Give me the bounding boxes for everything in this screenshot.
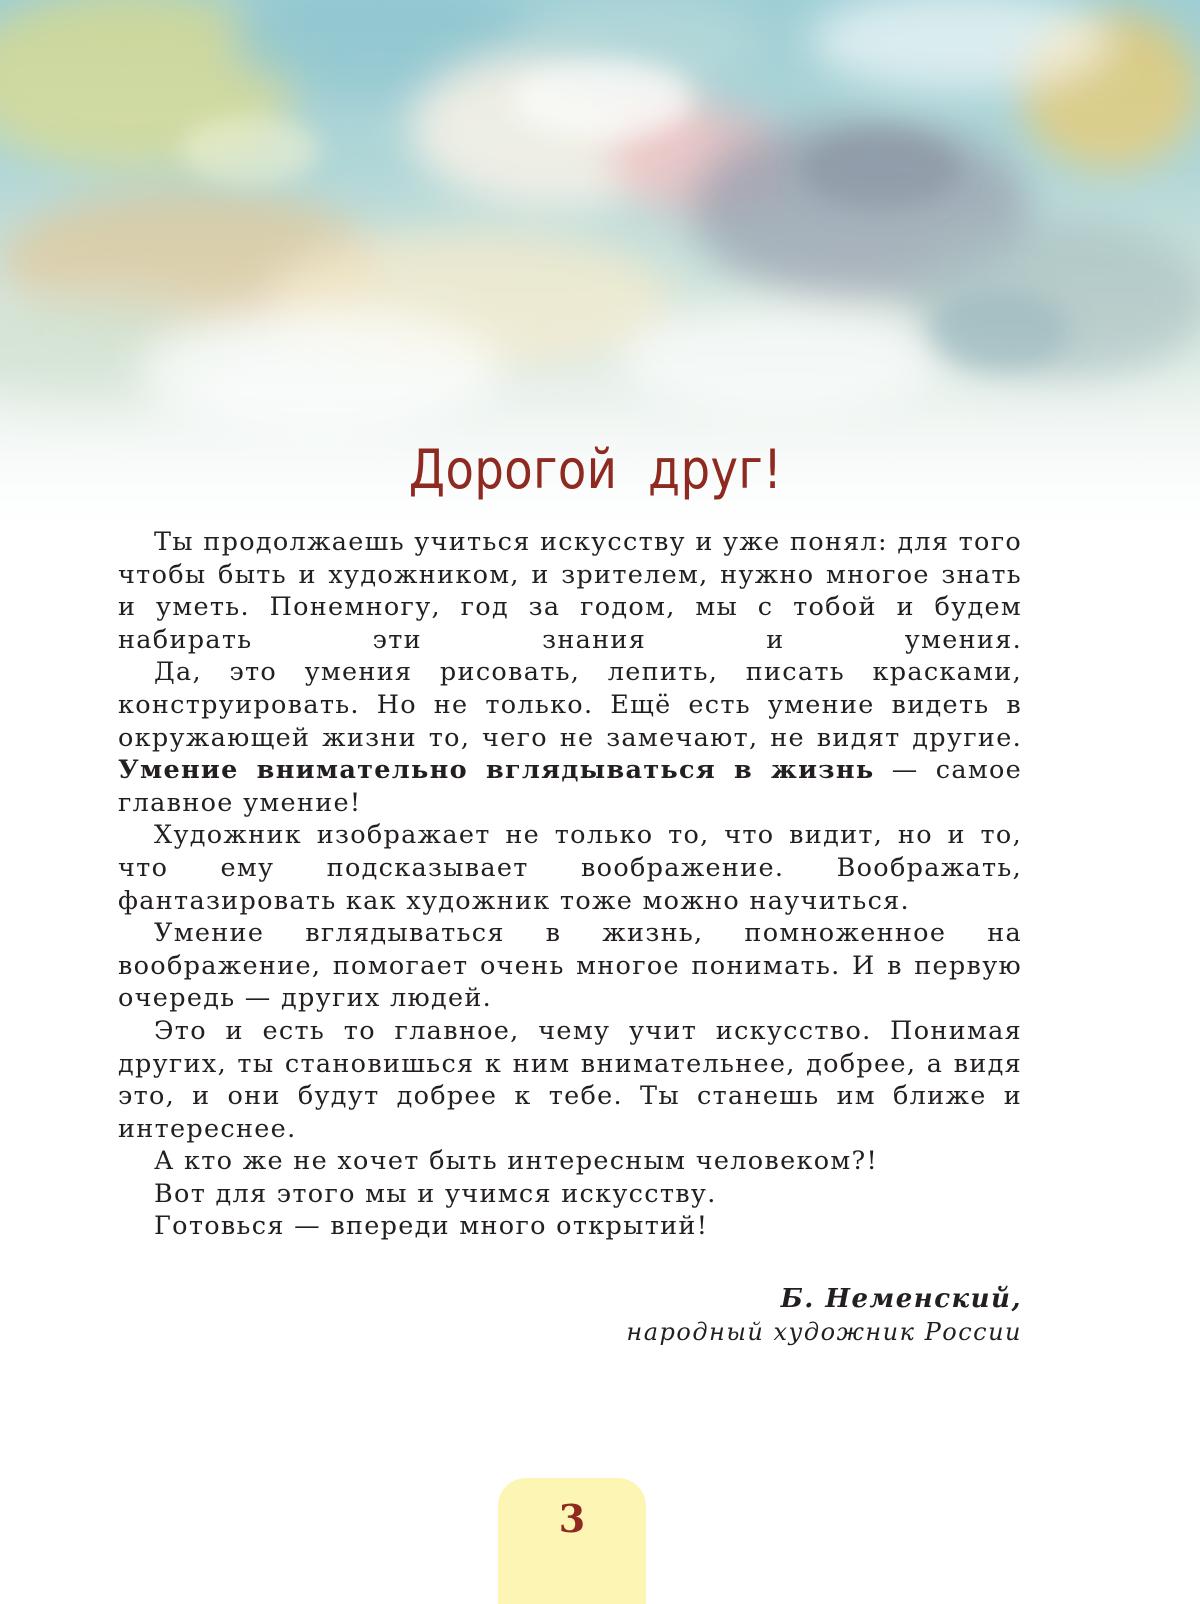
paragraph-2	[118, 656, 1022, 819]
paragraph-2-ending: — самое главное умение!	[118, 755, 1023, 818]
paragraph-2-bold-phrase: Умение внимательно вглядываться в жизнь	[118, 755, 875, 786]
paragraph-3: Художник изображает не только то, что видит, но и то, что ему подсказывает воображение. Воображать, фантазировать как художник тоже можно научиться.	[118, 820, 1022, 916]
signature	[626, 1282, 1022, 1348]
signature-role: народный художник России	[626, 1318, 1022, 1346]
paragraph-7: Вот для этого мы и учимся искусству.	[154, 1178, 717, 1209]
paragraph-1: Ты продолжаешь учиться искусству и уже понял: для того чтобы быть и художником, и зрителем, нужно многое знать и уметь. Понемногу, год за годом, мы с тобой и будем набирать эти знания и умения.	[118, 527, 1023, 655]
paragraph-6: А кто же не хочет быть интересным человеком?!	[154, 1146, 879, 1177]
letter-body	[118, 526, 1022, 1243]
page-number: 3	[558, 1496, 586, 1541]
signature-author: Б. Неменский,	[780, 1284, 1022, 1314]
paragraph-4: Умение вглядываться в жизнь, помноженное на воображение, помогает очень многое понимать. И в первую очередь — других людей.	[118, 918, 1022, 1014]
page-number-tab	[498, 1478, 646, 1604]
paragraph-5: Это и есть то главное, чему учит искусство. Понимая других, ты становишься к ним внимательнее, добрее, а видя это, и они будут добрее к тебе. Ты станешь им ближе и интереснее.	[118, 1015, 1022, 1144]
page-title: Дорогой друг!	[408, 438, 783, 501]
paragraph-2-text: Да, это умения рисовать, лепить, писать красками, конструировать. Но не только. Ещё есть умение видеть в окружающей жизни то, чего не замечают, не видят другие.	[118, 657, 1022, 753]
paragraph-8: Готовься — впереди много открытий!	[154, 1211, 709, 1242]
